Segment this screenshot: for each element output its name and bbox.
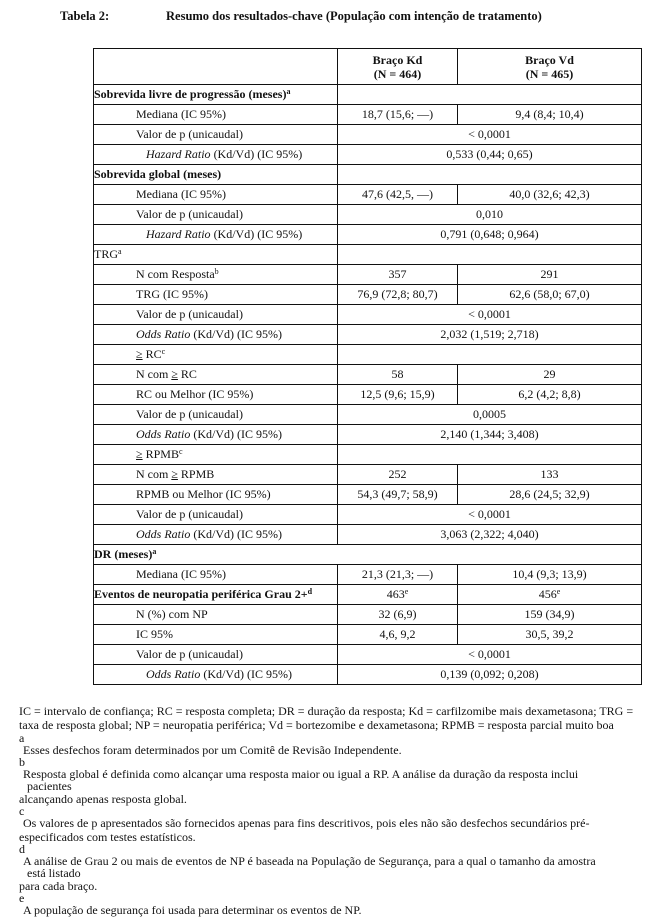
vd-value: 30,5, 39,2 (458, 625, 642, 645)
section-row-trg (94, 245, 642, 265)
combined-value: < 0,0001 (338, 505, 642, 525)
subsection-label (94, 345, 338, 365)
table-row (94, 305, 642, 325)
footnote-ref: b (214, 267, 219, 276)
table-row (94, 525, 642, 545)
table-row (94, 465, 642, 485)
table-row (94, 225, 642, 245)
subsection-label-text: RC (142, 347, 162, 361)
row-label-italic: Odds Ratio (136, 527, 191, 541)
row-label: Valor de p (unicaudal) (94, 505, 338, 525)
table-row (94, 505, 642, 525)
header-vd-arm (458, 49, 642, 85)
vd-value: 29 (458, 365, 642, 385)
vd-value: 40,0 (32,6; 42,3) (458, 185, 642, 205)
combined-value: 0,791 (0,648; 0,964) (338, 225, 642, 245)
row-label: Valor de p (unicaudal) (94, 125, 338, 145)
vd-value: 133 (458, 465, 642, 485)
footnote-ref: c (178, 447, 183, 456)
subsection-row-rpmb (94, 445, 642, 465)
kd-value: 252 (338, 465, 458, 485)
empty-cell (338, 245, 642, 265)
footnote-mark: c (19, 804, 25, 818)
kd-value: 47,6 (42,5, —) (338, 185, 458, 205)
table-header-row (94, 49, 642, 85)
results-table (93, 48, 642, 685)
row-label-text: N com (136, 467, 172, 481)
section-label (94, 245, 338, 265)
section-label (94, 545, 642, 565)
table-row (94, 205, 642, 225)
row-label: Valor de p (unicaudal) (94, 405, 338, 425)
vd-value: 9,4 (8,4; 10,4) (458, 105, 642, 125)
row-label-rest: (Kd/Vd) (IC 95%) (210, 227, 303, 241)
table-row (94, 125, 642, 145)
table-row (94, 425, 642, 445)
abbreviations-note: IC = intervalo de confiança; RC = resposta completa; DR = duração da resposta; Kd = carfilzomibe mais dexametasona; TRG = taxa de resposta global; NP = neuropatia periférica; Vd = bortezomibe e dexametasona; RPMB = resposta parcial muito boa (19, 704, 634, 732)
row-label-italic: Odds Ratio (136, 327, 191, 341)
row-label-italic: Hazard Ratio (146, 227, 211, 241)
row-label (94, 465, 338, 485)
row-label-rest: (Kd/Vd) (IC 95%) (200, 667, 292, 681)
empty-cell (338, 165, 642, 185)
row-label (94, 145, 338, 165)
footnote-mark: a (19, 731, 25, 745)
row-label: Mediana (IC 95%) (94, 105, 338, 125)
row-label: IC 95% (94, 625, 338, 645)
vd-value: 28,6 (24,5; 32,9) (458, 485, 642, 505)
section-label-text: TRG (94, 247, 118, 261)
section-label (94, 85, 338, 105)
footnote-d (19, 844, 639, 893)
row-label (94, 525, 338, 545)
footnote-c (19, 806, 639, 844)
table-row (94, 565, 642, 585)
footnote-wrap-text: está listado (27, 866, 81, 880)
table-row (94, 405, 642, 425)
row-label-italic: Odds Ratio (136, 427, 191, 441)
footnote-continuation: alcançando apenas resposta global. (19, 792, 187, 806)
combined-value: 2,032 (1,519; 2,718) (338, 325, 642, 345)
table-row (94, 485, 642, 505)
footnote-e (19, 893, 639, 917)
table-notes (19, 704, 639, 917)
row-label (94, 325, 338, 345)
row-label-rest: (Kd/Vd) (IC 95%) (210, 147, 303, 161)
kd-value: 58 (338, 365, 458, 385)
kd-value: 18,7 (15,6; —) (338, 105, 458, 125)
row-label (94, 225, 338, 245)
row-label: RC ou Melhor (IC 95%) (94, 385, 338, 405)
section-label (94, 585, 338, 605)
subsection-label (94, 445, 338, 465)
kd-value: 76,9 (72,8; 80,7) (338, 285, 458, 305)
footnote-ref: a (152, 547, 157, 556)
table-row (94, 105, 642, 125)
kd-value: 54,3 (49,7; 58,9) (338, 485, 458, 505)
footnote-continuation: especificados com testes estatísticos. (19, 830, 196, 844)
row-label-rest: (Kd/Vd) (IC 95%) (190, 327, 282, 341)
empty-cell (338, 345, 642, 365)
row-label: Valor de p (unicaudal) (94, 645, 338, 665)
section-label-text: DR (meses) (94, 547, 153, 561)
row-label: N (%) com NP (94, 605, 338, 625)
footnote-ref: d (307, 587, 313, 596)
footnote-mark: e (19, 891, 25, 905)
section-label: Sobrevida global (meses) (94, 165, 338, 185)
table-row (94, 365, 642, 385)
combined-value: 3,063 (2,322; 4,040) (338, 525, 642, 545)
section-row-os (94, 165, 642, 185)
section-label-text: Eventos de neuropatia periférica Grau 2+ (94, 587, 308, 601)
combined-value: 0,010 (338, 205, 642, 225)
combined-value: < 0,0001 (338, 645, 642, 665)
row-label: Valor de p (unicaudal) (94, 205, 338, 225)
row-label (94, 665, 338, 685)
row-label-rest: (Kd/Vd) (IC 95%) (190, 427, 282, 441)
row-label: Mediana (IC 95%) (94, 185, 338, 205)
kd-value: 357 (338, 265, 458, 285)
header-kd-n: (N = 464) (373, 66, 422, 81)
section-row-pfs (94, 85, 642, 105)
geq-symbol: ≥ (136, 447, 143, 461)
kd-value: 21,3 (21,3; —) (338, 565, 458, 585)
footnote-a (19, 733, 639, 757)
header-kd-name: Braço Kd (372, 52, 423, 67)
vd-value: 10,4 (9,3; 13,9) (458, 565, 642, 585)
header-vd-n: (N = 465) (525, 66, 574, 81)
table-row (94, 265, 642, 285)
vd-value: 62,6 (58,0; 67,0) (458, 285, 642, 305)
empty-cell (338, 445, 642, 465)
kd-value (338, 585, 458, 605)
subsection-row-rc (94, 345, 642, 365)
table-row (94, 665, 642, 685)
kd-safety-n: 463 (386, 587, 405, 601)
vd-value: 291 (458, 265, 642, 285)
table-row (94, 185, 642, 205)
combined-value: 2,140 (1,344; 3,408) (338, 425, 642, 445)
section-row-dr (94, 545, 642, 565)
kd-value: 4,6, 9,2 (338, 625, 458, 645)
vd-value: 6,2 (4,2; 8,8) (458, 385, 642, 405)
section-label-text: Sobrevida livre de progressão (meses) (94, 87, 287, 101)
combined-value: < 0,0001 (338, 125, 642, 145)
row-label: Valor de p (unicaudal) (94, 305, 338, 325)
empty-cell (338, 85, 642, 105)
footnote-mark: b (19, 755, 25, 769)
combined-value: 0,0005 (338, 405, 642, 425)
combined-value: 0,533 (0,44; 0,65) (338, 145, 642, 165)
row-label (94, 265, 338, 285)
row-label-rest: RC (177, 367, 197, 381)
footnote-continuation: para cada braço. (19, 879, 98, 893)
row-label-italic: Odds Ratio (146, 667, 201, 681)
geq-symbol: ≥ (171, 367, 178, 381)
footnote-ref: c (161, 347, 166, 356)
kd-value: 32 (6,9) (338, 605, 458, 625)
footnote-ref: a (286, 87, 291, 96)
footnote-text: A população de segurança foi usada para determinar os eventos de NP. (23, 903, 362, 917)
combined-value: 0,139 (0,092; 0,208) (338, 665, 642, 685)
table-row (94, 385, 642, 405)
footnote-mark: d (19, 842, 25, 856)
table-row (94, 145, 642, 165)
footnote-wrap-text: pacientes (27, 779, 72, 793)
table-row (94, 605, 642, 625)
vd-value: 159 (34,9) (458, 605, 642, 625)
footnote-ref: e (556, 587, 561, 596)
footnote-b (19, 757, 639, 806)
table-caption (0, 9, 661, 29)
table-row (94, 285, 642, 305)
footnote-text: Esses desfechos foram determinados por um Comitê de Revisão Independente. (23, 743, 402, 757)
table-row (94, 325, 642, 345)
header-vd-name: Braço Vd (525, 52, 574, 67)
header-empty-cell (94, 49, 338, 85)
row-label: Mediana (IC 95%) (94, 565, 338, 585)
geq-symbol: ≥ (171, 467, 178, 481)
footnote-ref: a (118, 247, 122, 256)
footnote-text: Os valores de p apresentados são fornecidos apenas para fins descritivos, pois eles não são desfechos secundários pré- (23, 816, 590, 830)
combined-value: < 0,0001 (338, 305, 642, 325)
geq-symbol: ≥ (136, 347, 143, 361)
footnote-text: A análise de Grau 2 ou mais de eventos de NP é baseada na População de Segurança, para a qual o tamanho da amostra (23, 854, 596, 868)
footnote-ref: e (404, 587, 409, 596)
vd-safety-n: 456 (538, 587, 557, 601)
subsection-label-text: RPMB (142, 447, 179, 461)
row-label-rest: RPMB (177, 467, 215, 481)
table-title: Resumo dos resultados-chave (População com intenção de tratamento) (166, 9, 542, 23)
kd-value: 12,5 (9,6; 15,9) (338, 385, 458, 405)
table-row (94, 625, 642, 645)
table-number: Tabela 2: (60, 9, 110, 23)
table-row (94, 645, 642, 665)
row-label: RPMB ou Melhor (IC 95%) (94, 485, 338, 505)
row-label-rest: (Kd/Vd) (IC 95%) (190, 527, 282, 541)
row-label-italic: Hazard Ratio (146, 147, 211, 161)
header-kd-arm (338, 49, 458, 85)
row-label (94, 425, 338, 445)
vd-value (458, 585, 642, 605)
footnote-text: Resposta global é definida como alcançar uma resposta maior ou igual a RP. A análise da duração da resposta inclui (23, 767, 579, 781)
row-label-text: N com (136, 367, 172, 381)
section-row-np (94, 585, 642, 605)
row-label: TRG (IC 95%) (94, 285, 338, 305)
row-label-text: N com Resposta (136, 267, 215, 281)
row-label (94, 365, 338, 385)
